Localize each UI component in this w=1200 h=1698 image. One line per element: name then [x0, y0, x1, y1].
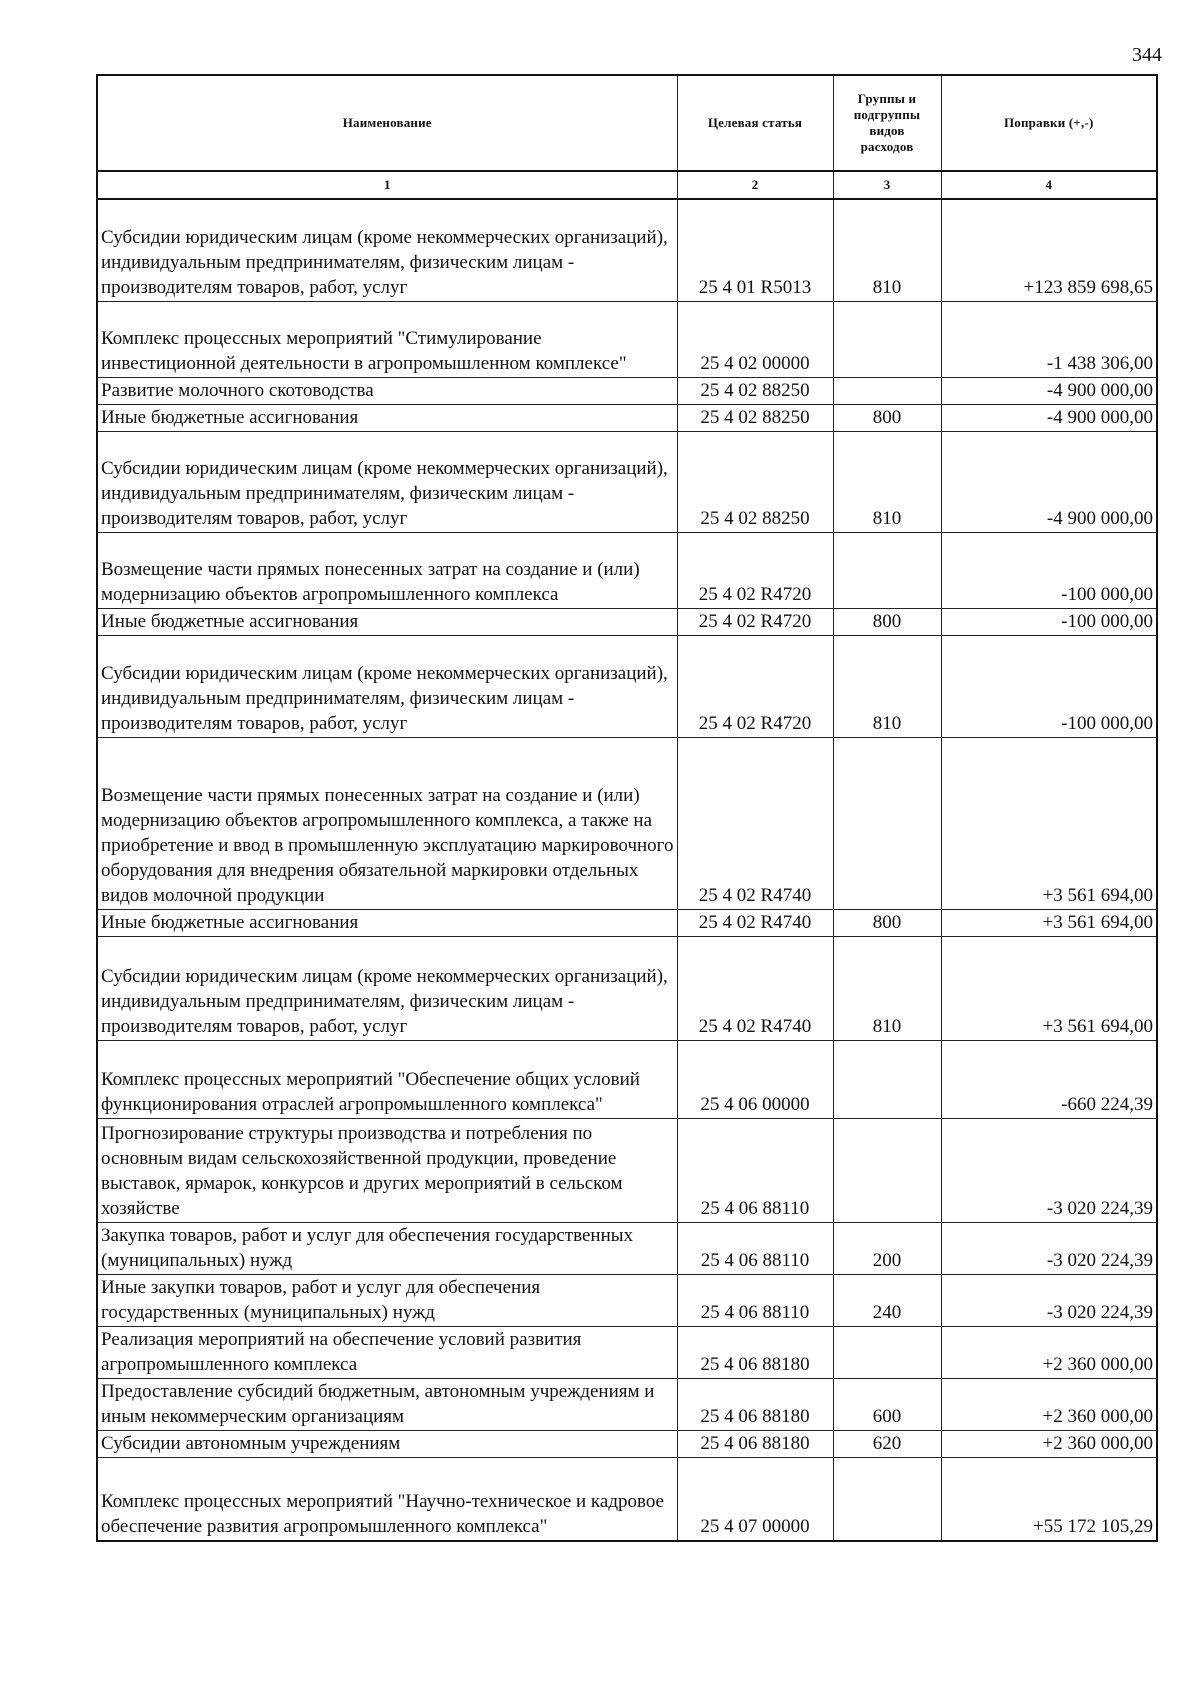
table-row	[97, 301, 1157, 377]
row-amount: +55 172 105,29	[941, 1457, 1157, 1541]
row-target-code: 25 4 06 88110	[677, 1274, 833, 1326]
row-expense-group: 620	[833, 1430, 941, 1457]
row-amount: +3 561 694,00	[941, 936, 1157, 1040]
row-name: Иные закупки товаров, работ и услуг для обеспечения государственных (муниципальных) нужд	[97, 1274, 677, 1326]
row-expense-group	[833, 1118, 941, 1222]
row-amount: +3 561 694,00	[941, 737, 1157, 909]
row-expense-group: 810	[833, 936, 941, 1040]
row-target-code: 25 4 02 88250	[677, 431, 833, 532]
row-amount: +3 561 694,00	[941, 909, 1157, 936]
row-expense-group: 800	[833, 608, 941, 635]
row-amount: -100 000,00	[941, 532, 1157, 608]
row-name: Комплекс процессных мероприятий "Стимулирование инвестиционной деятельности в агропромышленном комплексе"	[97, 301, 677, 377]
column-header-name: Наименование	[97, 75, 677, 171]
row-amount: +2 360 000,00	[941, 1430, 1157, 1457]
row-amount: -100 000,00	[941, 608, 1157, 635]
row-name: Субсидии юридическим лицам (кроме некоммерческих организаций), индивидуальным предпринимателям, физическим лицам - производителям товаров, работ, услуг	[97, 199, 677, 301]
row-amount: -3 020 224,39	[941, 1222, 1157, 1274]
table-row	[97, 1457, 1157, 1541]
row-name: Реализация мероприятий на обеспечение условий развития агропромышленного комплекса	[97, 1326, 677, 1378]
column-header-amount: Поправки (+,-)	[941, 75, 1157, 171]
row-expense-group	[833, 1326, 941, 1378]
row-target-code: 25 4 06 88180	[677, 1430, 833, 1457]
row-expense-group	[833, 301, 941, 377]
row-expense-group: 810	[833, 635, 941, 737]
row-name: Субсидии юридическим лицам (кроме некоммерческих организаций), индивидуальным предпринимателям, физическим лицам - производителям товаров, работ, услуг	[97, 936, 677, 1040]
row-amount: +2 360 000,00	[941, 1378, 1157, 1430]
row-name: Возмещение части прямых понесенных затрат на создание и (или) модернизацию объектов агропромышленного комплекса, а также на приобретение и ввод в промышленную эксплуатацию маркировочного оборудования для внедрения обязательной маркировки отдельных видов молочной продукции	[97, 737, 677, 909]
table-header-row	[97, 75, 1157, 171]
row-expense-group: 200	[833, 1222, 941, 1274]
table-row	[97, 635, 1157, 737]
row-name: Субсидии автономным учреждениям	[97, 1430, 677, 1457]
row-name: Развитие молочного скотоводства	[97, 377, 677, 404]
table-row	[97, 1040, 1157, 1118]
row-amount: -1 438 306,00	[941, 301, 1157, 377]
row-target-code: 25 4 02 R4740	[677, 737, 833, 909]
row-expense-group: 600	[833, 1378, 941, 1430]
row-expense-group	[833, 377, 941, 404]
row-target-code: 25 4 02 R4720	[677, 635, 833, 737]
row-amount: -660 224,39	[941, 1040, 1157, 1118]
row-amount: -3 020 224,39	[941, 1118, 1157, 1222]
table-row	[97, 1430, 1157, 1457]
table-row	[97, 404, 1157, 431]
column-number-1: 1	[97, 171, 677, 199]
row-name: Прогнозирование структуры производства и потребления по основным видам сельскохозяйственной продукции, проведение выставок, ярмарок, конкурсов и других мероприятий в сельском хозяйстве	[97, 1118, 677, 1222]
table-row	[97, 737, 1157, 909]
column-numbers-row	[97, 171, 1157, 199]
row-target-code: 25 4 02 R4720	[677, 532, 833, 608]
row-expense-group: 800	[833, 404, 941, 431]
page-number: 344	[1132, 44, 1162, 66]
row-name: Предоставление субсидий бюджетным, автономным учреждениям и иным некоммерческим организациям	[97, 1378, 677, 1430]
row-amount: -3 020 224,39	[941, 1274, 1157, 1326]
row-target-code: 25 4 07 00000	[677, 1457, 833, 1541]
row-expense-group: 810	[833, 199, 941, 301]
row-name: Закупка товаров, работ и услуг для обеспечения государственных (муниципальных) нужд	[97, 1222, 677, 1274]
row-expense-group: 240	[833, 1274, 941, 1326]
row-target-code: 25 4 02 R4740	[677, 909, 833, 936]
row-expense-group	[833, 1040, 941, 1118]
row-name: Комплекс процессных мероприятий "Научно-техническое и кадровое обеспечение развития агропромышленного комплекса"	[97, 1457, 677, 1541]
table-row	[97, 1222, 1157, 1274]
row-target-code: 25 4 01 R5013	[677, 199, 833, 301]
row-name: Иные бюджетные ассигнования	[97, 608, 677, 635]
table-row	[97, 608, 1157, 635]
table-row	[97, 1274, 1157, 1326]
row-amount: -4 900 000,00	[941, 404, 1157, 431]
column-number-4: 4	[941, 171, 1157, 199]
row-amount: -4 900 000,00	[941, 377, 1157, 404]
budget-amendments-table	[96, 74, 1158, 1542]
table-row	[97, 377, 1157, 404]
table-row	[97, 532, 1157, 608]
table-row	[97, 1118, 1157, 1222]
row-name: Субсидии юридическим лицам (кроме некоммерческих организаций), индивидуальным предпринимателям, физическим лицам - производителям товаров, работ, услуг	[97, 431, 677, 532]
row-expense-group	[833, 737, 941, 909]
row-target-code: 25 4 02 00000	[677, 301, 833, 377]
row-target-code: 25 4 06 88110	[677, 1222, 833, 1274]
row-expense-group: 810	[833, 431, 941, 532]
row-name: Субсидии юридическим лицам (кроме некоммерческих организаций), индивидуальным предпринимателям, физическим лицам - производителям товаров, работ, услуг	[97, 635, 677, 737]
row-target-code: 25 4 02 88250	[677, 377, 833, 404]
table-row	[97, 936, 1157, 1040]
row-amount: +123 859 698,65	[941, 199, 1157, 301]
row-target-code: 25 4 06 88110	[677, 1118, 833, 1222]
row-expense-group	[833, 1457, 941, 1541]
table-row	[97, 1378, 1157, 1430]
row-expense-group: 800	[833, 909, 941, 936]
table-row	[97, 1326, 1157, 1378]
row-target-code: 25 4 06 88180	[677, 1378, 833, 1430]
row-target-code: 25 4 02 R4740	[677, 936, 833, 1040]
row-amount: -100 000,00	[941, 635, 1157, 737]
row-amount: +2 360 000,00	[941, 1326, 1157, 1378]
row-target-code: 25 4 06 00000	[677, 1040, 833, 1118]
column-number-2: 2	[677, 171, 833, 199]
row-name: Комплекс процессных мероприятий "Обеспечение общих условий функционирования отраслей агропромышленного комплекса"	[97, 1040, 677, 1118]
row-name: Иные бюджетные ассигнования	[97, 909, 677, 936]
row-amount: -4 900 000,00	[941, 431, 1157, 532]
column-header-group: Группы и подгруппы видов расходов	[833, 75, 941, 171]
row-name: Иные бюджетные ассигнования	[97, 404, 677, 431]
table-row	[97, 199, 1157, 301]
row-target-code: 25 4 02 88250	[677, 404, 833, 431]
column-header-code: Целевая статья	[677, 75, 833, 171]
table-row	[97, 909, 1157, 936]
row-target-code: 25 4 06 88180	[677, 1326, 833, 1378]
row-target-code: 25 4 02 R4720	[677, 608, 833, 635]
table-row	[97, 431, 1157, 532]
row-expense-group	[833, 532, 941, 608]
column-number-3: 3	[833, 171, 941, 199]
row-name: Возмещение части прямых понесенных затрат на создание и (или) модернизацию объектов агропромышленного комплекса	[97, 532, 677, 608]
